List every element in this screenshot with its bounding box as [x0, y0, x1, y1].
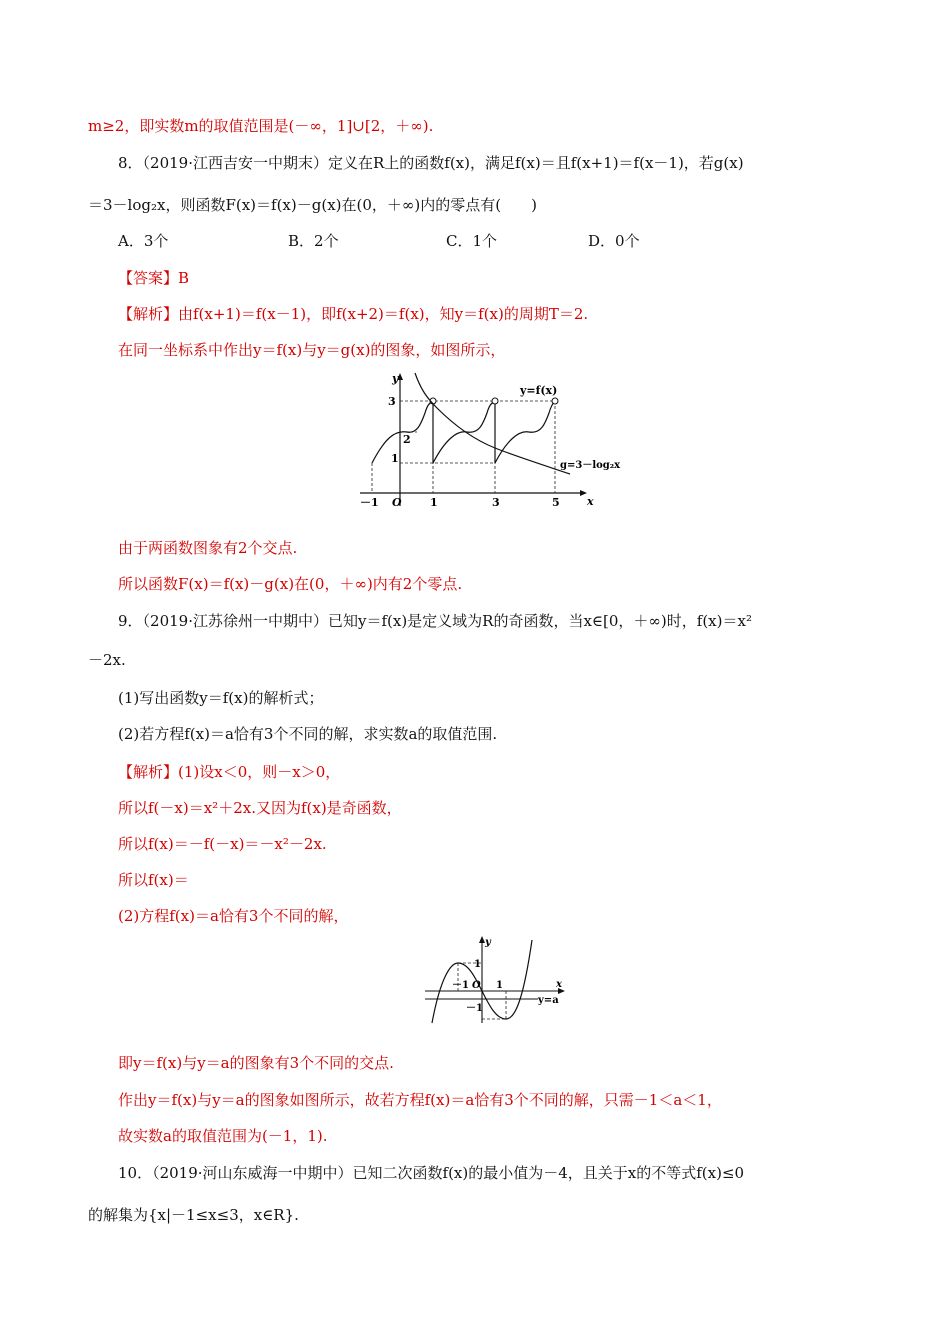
- q9-stem-line2: －2x.: [88, 651, 126, 669]
- q9-graph-xtick-1: 1: [496, 980, 503, 991]
- q9-graph-xtick-neg1: －1: [452, 980, 469, 991]
- q9-solution-line5: (2)方程f(x)＝a恰有3个不同的解，: [118, 907, 349, 925]
- q10-stem-line2: 的解集为{x|－1≤x≤3，x∈R}.: [88, 1206, 299, 1224]
- q8-option-a: A．3个: [118, 232, 169, 250]
- q8-graph-ytick-1: 1: [391, 452, 399, 465]
- q8-analysis-line1: 【解析】由f(x+1)＝f(x－1)，即f(x+2)＝f(x)，知y＝f(x)的周期T＝2.: [118, 305, 589, 323]
- q8-graph-g-label: g=3－log₂x: [560, 460, 621, 471]
- q8-conclusion-line2: 所以函数F(x)＝f(x)－g(x)在(0，＋∞)内有2个零点.: [118, 575, 463, 593]
- q8-graph-xtick-5: 5: [552, 496, 560, 509]
- q8-graph-ytick-2: 2: [403, 433, 411, 446]
- q9-solution-line7: 作出y＝f(x)与y＝a的图象如图所示，故若方程f(x)＝a恰有3个不同的解，只需－1＜a＜1，: [118, 1091, 722, 1109]
- q8-graph-xtick-1: 1: [430, 496, 438, 509]
- q9-part1: (1)写出函数y＝f(x)的解析式；: [118, 689, 324, 707]
- q9-solution-line4: 所以f(x)＝: [118, 871, 189, 889]
- q8-graph: [355, 368, 625, 513]
- q8-option-b: B．2个: [288, 232, 339, 250]
- q8-graph-y-axis-label: y: [392, 372, 399, 385]
- q8-option-d: D．0个: [588, 232, 640, 250]
- q8-analysis-line2: 在同一坐标系中作出y＝f(x)与y＝g(x)的图象，如图所示，: [118, 341, 506, 359]
- q8-graph-ytick-3: 3: [388, 395, 396, 408]
- q9-graph-ytick-1: 1: [474, 959, 481, 970]
- q9-stem-line1: 9．（2019·江苏徐州一中期中）已知y＝f(x)是定义域为R的奇函数，当x∈[0，＋∞)时，f(x)＝x²: [118, 612, 752, 630]
- q8-stem-line2: ＝3－log₂x，则函数F(x)＝f(x)－g(x)在(0，＋∞)内的零点有( ): [88, 196, 537, 214]
- q9-solution-line8: 故实数a的取值范围为(－1，1).: [118, 1127, 328, 1145]
- q9-solution-line6: 即y＝f(x)与y＝a的图象有3个不同的交点.: [118, 1054, 394, 1072]
- q8-graph-xtick-3: 3: [492, 496, 500, 509]
- prev-answer-conclusion: m≥2，即实数m的取值范围是(－∞，1]∪[2，＋∞).: [88, 117, 434, 135]
- q9-part2: (2)若方程f(x)＝a恰有3个不同的解，求实数a的取值范围.: [118, 725, 498, 743]
- q8-answer: 【答案】B: [118, 269, 190, 287]
- q8-graph-x-axis-label: x: [587, 495, 594, 508]
- q9-solution-line2: 所以f(－x)＝x²＋2x.又因为f(x)是奇函数，: [118, 799, 402, 817]
- q9-graph-x-axis-label: x: [556, 979, 562, 990]
- q9-solution-line3: 所以f(x)＝－f(－x)＝－x²－2x.: [118, 835, 327, 853]
- q8-conclusion-line1: 由于两函数图象有2个交点.: [118, 539, 298, 557]
- q8-graph-f-label: y=f(x): [520, 384, 558, 397]
- q8-graph-xtick-neg1: －1: [360, 496, 379, 509]
- q8-stem-line1: 8．（2019·江西吉安一中期末）定义在R上的函数f(x)，满足f(x)＝且f(x+1)＝f(x－1)，若g(x): [118, 154, 744, 172]
- q9-graph-ytick-neg1: －1: [466, 1003, 483, 1014]
- q9-solution-line1: 【解析】(1)设x＜0，则－x＞0，: [118, 763, 341, 781]
- q9-graph: [420, 935, 570, 1025]
- q9-graph-line-label: y=a: [538, 995, 559, 1006]
- q8-graph-origin: O: [392, 496, 402, 509]
- q9-graph-origin: O: [472, 980, 481, 991]
- q9-graph-y-axis-label: y: [485, 937, 491, 948]
- q10-stem-line1: 10．（2019·河山东威海一中期中）已知二次函数f(x)的最小值为－4，且关于x的不等式f(x)≤0: [118, 1164, 745, 1182]
- q8-option-c: C．1个: [446, 232, 498, 250]
